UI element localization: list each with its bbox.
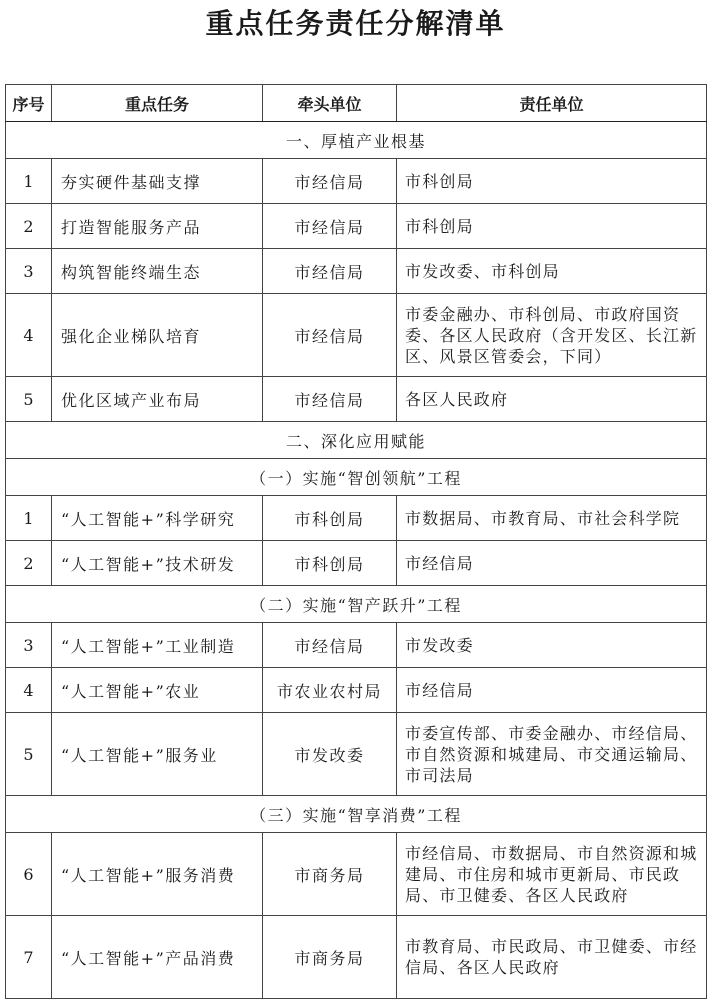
cell-no: 1 <box>6 496 52 541</box>
cell-lead: 市经信局 <box>263 204 397 249</box>
cell-task: “人工智能+”工业制造 <box>52 623 263 668</box>
cell-resp: 市委宣传部、市委金融办、市经信局、市自然资源和城建局、市交通运输局、市司法局 <box>397 713 707 796</box>
task-table <box>5 84 707 999</box>
subsection-row <box>6 586 707 623</box>
cell-lead: 市经信局 <box>263 249 397 294</box>
cell-no: 5 <box>6 713 52 796</box>
cell-no: 2 <box>6 204 52 249</box>
page-title: 重点任务责任分解清单 <box>205 7 506 40</box>
cell-task: “人工智能+”服务业 <box>52 713 263 796</box>
cell-task: 构筑智能终端生态 <box>52 249 263 294</box>
table-header-row <box>6 85 707 122</box>
cell-resp: 市科创局 <box>397 204 707 249</box>
header-resp: 责任单位 <box>397 85 707 122</box>
subsection-row <box>6 796 707 833</box>
cell-lead: 市经信局 <box>263 377 397 422</box>
cell-task: “人工智能+”农业 <box>52 668 263 713</box>
cell-lead: 市农业农村局 <box>263 668 397 713</box>
subsection-title: （三）实施“智享消费”工程 <box>6 796 707 833</box>
cell-resp: 市发改委 <box>397 623 707 668</box>
cell-lead: 市科创局 <box>263 496 397 541</box>
table-row <box>6 159 707 204</box>
section-title: 一、厚植产业根基 <box>6 122 707 159</box>
cell-no: 4 <box>6 294 52 377</box>
cell-no: 7 <box>6 916 52 999</box>
cell-lead: 市经信局 <box>263 159 397 204</box>
table-row <box>6 916 707 999</box>
table-row <box>6 377 707 422</box>
table-row <box>6 204 707 249</box>
table-row <box>6 668 707 713</box>
table-row <box>6 541 707 586</box>
cell-lead: 市经信局 <box>263 294 397 377</box>
cell-resp: 市经信局、市数据局、市自然资源和城建局、市住房和城市更新局、市民政局、市卫健委、各区人民政府 <box>397 833 707 916</box>
cell-no: 1 <box>6 159 52 204</box>
cell-resp: 市委金融办、市科创局、市政府国资委、各区人民政府（含开发区、长江新区、风景区管委会，下同） <box>397 294 707 377</box>
header-no: 序号 <box>6 85 52 122</box>
section-row <box>6 422 707 459</box>
cell-resp: 各区人民政府 <box>397 377 707 422</box>
cell-lead: 市科创局 <box>263 541 397 586</box>
subsection-title: （一）实施“智创领航”工程 <box>6 459 707 496</box>
subsection-row <box>6 459 707 496</box>
table-row <box>6 294 707 377</box>
section-row <box>6 122 707 159</box>
cell-no: 3 <box>6 623 52 668</box>
cell-task: “人工智能+”技术研发 <box>52 541 263 586</box>
table-row <box>6 496 707 541</box>
cell-resp: 市经信局 <box>397 668 707 713</box>
cell-resp: 市发改委、市科创局 <box>397 249 707 294</box>
cell-resp: 市数据局、市教育局、市社会科学院 <box>397 496 707 541</box>
cell-no: 5 <box>6 377 52 422</box>
cell-resp: 市教育局、市民政局、市卫健委、市经信局、各区人民政府 <box>397 916 707 999</box>
cell-lead: 市发改委 <box>263 713 397 796</box>
cell-lead: 市商务局 <box>263 833 397 916</box>
table-row <box>6 833 707 916</box>
cell-lead: 市经信局 <box>263 623 397 668</box>
cell-task: 优化区域产业布局 <box>52 377 263 422</box>
cell-task: 强化企业梯队培育 <box>52 294 263 377</box>
cell-no: 2 <box>6 541 52 586</box>
section-title: 二、深化应用赋能 <box>6 422 707 459</box>
cell-resp: 市经信局 <box>397 541 707 586</box>
cell-task: “人工智能+”科学研究 <box>52 496 263 541</box>
header-task: 重点任务 <box>52 85 263 122</box>
cell-no: 6 <box>6 833 52 916</box>
table-row <box>6 249 707 294</box>
table-row <box>6 623 707 668</box>
header-lead: 牵头单位 <box>263 85 397 122</box>
cell-resp: 市科创局 <box>397 159 707 204</box>
table-row <box>6 713 707 796</box>
cell-task: 打造智能服务产品 <box>52 204 263 249</box>
cell-task: “人工智能+”产品消费 <box>52 916 263 999</box>
cell-task: 夯实硬件基础支撑 <box>52 159 263 204</box>
cell-task: “人工智能+”服务消费 <box>52 833 263 916</box>
cell-lead: 市商务局 <box>263 916 397 999</box>
cell-no: 4 <box>6 668 52 713</box>
cell-no: 3 <box>6 249 52 294</box>
subsection-title: （二）实施“智产跃升”工程 <box>6 586 707 623</box>
